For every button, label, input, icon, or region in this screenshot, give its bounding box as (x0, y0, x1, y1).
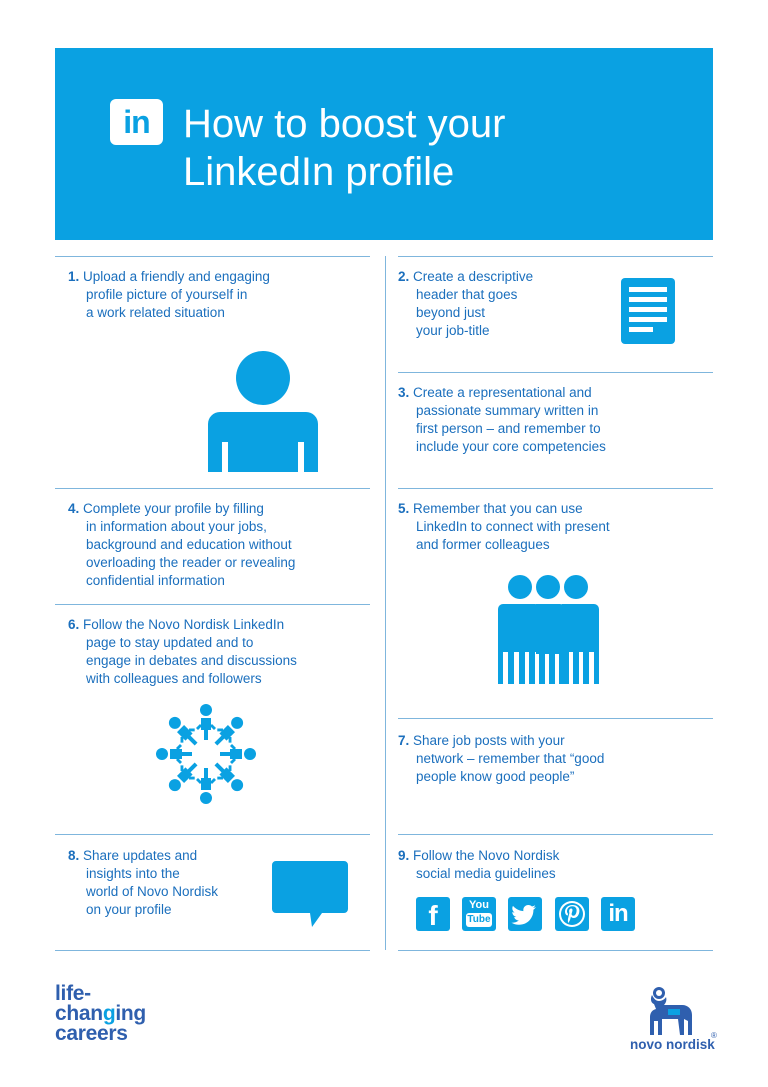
tip-7 (398, 732, 604, 786)
linkedin-logo-text: in (123, 104, 150, 140)
tip-6 (68, 616, 297, 688)
divider (398, 718, 713, 719)
tip-line (68, 268, 270, 286)
divider (398, 488, 713, 489)
tip-line: page to stay updated and to (86, 635, 254, 650)
pinterest-icon[interactable] (555, 897, 589, 931)
tip-line: a work related situation (86, 305, 225, 320)
tip-number: 5. (398, 501, 410, 516)
tip-number: 8. (68, 848, 80, 863)
tip-1 (68, 268, 270, 322)
linkedin-icon[interactable] (601, 897, 635, 931)
tip-line (68, 616, 297, 634)
tip-4 (68, 500, 295, 590)
divider (398, 834, 713, 835)
tip-number: 2. (398, 269, 410, 284)
tip-number: 6. (68, 617, 80, 632)
divider (398, 256, 713, 257)
network-circle-icon (148, 702, 264, 806)
tip-line: include your core competencies (416, 439, 606, 454)
tagline-part: chan (55, 1002, 103, 1025)
tip-text: Share updates and (83, 848, 198, 863)
tip-line (398, 268, 533, 286)
tip-2 (398, 268, 533, 340)
tip-text: Share job posts with your (413, 733, 565, 748)
twitter-icon[interactable] (508, 897, 542, 931)
tip-line: network – remember that “good (416, 751, 605, 766)
tip-number: 4. (68, 501, 80, 516)
tip-text: Upload a friendly and engaging (83, 269, 270, 284)
tip-line: people know good people” (416, 769, 575, 784)
tip-line: profile picture of yourself in (86, 287, 248, 302)
tip-number: 7. (398, 733, 410, 748)
tip-line: overloading the reader or revealing (86, 555, 296, 570)
tip-9 (398, 847, 559, 883)
page-title-line-2: LinkedIn profile (183, 150, 455, 194)
tip-text: Complete your profile by filling (83, 501, 264, 516)
tip-line: beyond just (416, 305, 486, 320)
tip-line: world of Novo Nordisk (86, 884, 219, 899)
tip-3 (398, 384, 606, 456)
profile-person-icon (206, 350, 320, 472)
brand-name: novo nordisk (630, 1037, 715, 1052)
speech-bubble-icon (272, 861, 348, 929)
tagline-line-3: careers (55, 1022, 128, 1045)
tip-line: on your profile (86, 902, 172, 917)
registered-mark: ® (711, 1031, 717, 1040)
tip-line (68, 500, 295, 518)
document-lines-icon (621, 278, 675, 344)
tip-text: Follow the Novo Nordisk (413, 848, 560, 863)
tip-line (68, 847, 218, 865)
tip-line: background and education without (86, 537, 292, 552)
divider (398, 372, 713, 373)
tip-text: Create a descriptive (413, 269, 534, 284)
tagline-part: ing (115, 1002, 146, 1025)
divider (398, 950, 713, 951)
divider (55, 950, 370, 951)
tip-line: in information about your jobs, (86, 519, 267, 534)
tip-line: passionate summary written in (416, 403, 599, 418)
tip-line (398, 847, 559, 865)
tip-line (398, 500, 610, 518)
tip-number: 9. (398, 848, 410, 863)
tip-5 (398, 500, 610, 554)
youtube-icon[interactable] (462, 897, 496, 931)
divider (55, 834, 370, 835)
linkedin-logo-icon (110, 99, 163, 145)
tip-line: social media guidelines (416, 866, 556, 881)
tip-line: engage in debates and discussions (86, 653, 297, 668)
tip-line: insights into the (86, 866, 180, 881)
youtube-glyph-top: You (469, 899, 489, 911)
column-divider (385, 256, 386, 950)
tip-8 (68, 847, 218, 919)
tip-text: Remember that you can use (413, 501, 583, 516)
youtube-glyph-bottom: Tube (467, 914, 491, 925)
facebook-glyph: f (428, 900, 438, 931)
tip-line: LinkedIn to connect with present (416, 519, 610, 534)
tagline-line-1: life- (55, 982, 91, 1005)
tip-line (398, 732, 604, 750)
tip-line (398, 384, 606, 402)
tip-line: first person – and remember to (416, 421, 601, 436)
divider (55, 604, 370, 605)
tagline (55, 984, 146, 1044)
tagline-line-2 (55, 1004, 146, 1024)
page-title-line-1: How to boost your (183, 102, 506, 146)
linkedin-glyph: in (608, 900, 628, 927)
tagline-part: g (102, 1002, 116, 1025)
page-title (183, 100, 683, 196)
tip-line: your job-title (416, 323, 490, 338)
tip-line: header that goes (416, 287, 518, 302)
divider (55, 488, 370, 489)
divider (55, 256, 370, 257)
tip-line: and former colleagues (416, 537, 550, 552)
apis-bull-logo (642, 985, 698, 1037)
group-people-icon (497, 574, 600, 684)
header-banner (55, 48, 713, 240)
tip-line: with colleagues and followers (86, 671, 262, 686)
facebook-icon[interactable] (416, 897, 450, 931)
tip-number: 3. (398, 385, 410, 400)
tip-line: confidential information (86, 573, 225, 588)
tip-text: Create a representational and (413, 385, 592, 400)
tip-text: Follow the Novo Nordisk LinkedIn (83, 617, 285, 632)
tip-number: 1. (68, 269, 80, 284)
